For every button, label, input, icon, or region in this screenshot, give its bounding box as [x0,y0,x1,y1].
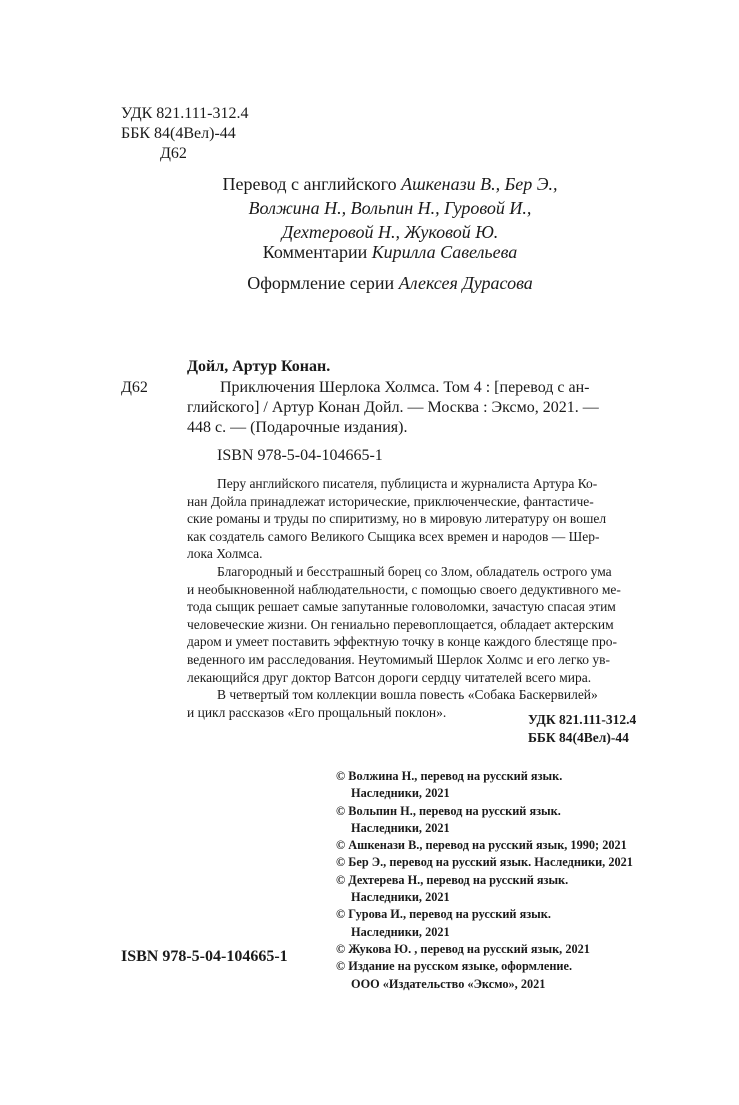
annotation-p2-line-7: лекающийся друг доктор Ватсон дороги сердцу читателей всего мира. [187,669,592,685]
translators-block [150,172,630,244]
catalog-line-1-text: Приключения Шерлока Холмса. Том 4 : [перевод с ан- [220,379,590,396]
copyright-line-cont: Наследники, 2021 [351,820,450,835]
annotation-p3-line-1: В четвертый том коллекции вошла повесть «Собака Баскервилей» [217,687,598,703]
udk-code-bottom: УДК 821.111-312.4 [528,712,637,727]
copyright-line: © Жукова Ю. , перевод на русский язык, 2021 [336,941,590,956]
translators-prefix: Перевод с английского [222,174,397,194]
annotation [187,475,661,721]
translators-names-1: Ашкенази В., Бер Э., [401,174,558,194]
copyright-block [336,768,633,993]
annotation-p2-line-6: веденного им расследования. Неутомимый Шерлок Холмс и его легко ув- [187,651,611,667]
isbn-bottom: ISBN 978-5-04-104665-1 [121,948,288,965]
catalog-author-sign: Д62 [121,379,148,396]
copyright-line: © Вольпин Н., перевод на русский язык. [336,803,561,818]
catalog-description-cont [187,398,661,438]
copyright-line: © Дехтерева Н., перевод на русский язык. [336,872,569,887]
copyright-line: © Бер Э., перевод на русский язык. Наследники, 2021 [336,855,633,870]
copyright-line: © Волжина Н., перевод на русский язык. [336,769,563,783]
design-prefix: Оформление серии [247,273,395,293]
design-name: Алексея Дурасова [398,273,533,293]
copyright-line-cont: Наследники, 2021 [351,924,450,939]
copyright-line-cont: Наследники, 2021 [351,890,450,905]
translators-line-2 [150,196,630,220]
annotation-p2-line-1: Благородный и бесстрашный борец со Злом, обладатель острого ума [217,563,612,579]
translators-names-3: Дехтеровой Н., Жуковой Ю. [281,222,499,242]
copyright-line: © Издание на русском языке, оформление. [336,959,573,974]
annotation-p1-line-1: Перу английского писателя, публициста и журналиста Артура Ко- [217,476,598,491]
catalog-author-heading: Дойл, Артур Конан. [187,358,331,375]
bbk-code-top: ББК 84(4Вел)-44 [121,125,236,142]
commentary-prefix: Комментарии [262,242,368,262]
annotation-p2-line-3: тода сыщик решает самые запутанные головоломки, зачастую спасая этим [187,599,616,615]
bbk-code-bottom: ББК 84(4Вел)-44 [528,730,629,745]
copyright-line-cont: ООО «Издательство «Эксмо», 2021 [351,976,546,991]
translators-line-1 [150,172,630,196]
annotation-p1-line-5: лока Холмса. [187,546,263,562]
annotation-p2-line-2: и необыкновенной наблюдательности, с помощью своего дедуктивного ме- [187,581,621,597]
annotation-p2-line-5: даром и умеет поставить эффектную точку в конце каждого блестяще про- [187,634,617,650]
copyright-line: © Гурова И., перевод на русский язык. [336,907,551,922]
udk-code-top: УДК 821.111-312.4 [121,105,249,122]
catalog-description [220,378,661,398]
commentary-line [150,240,630,264]
annotation-p3-line-2: и цикл рассказов «Его прощальный поклон». [187,704,447,720]
catalog-line-3: 448 с. — (Подарочные издания). [187,419,408,436]
catalog-isbn: ISBN 978-5-04-104665-1 [217,447,383,464]
author-sign-top: Д62 [160,145,187,162]
copyright-line: © Ашкенази В., перевод на русский язык, 1990; 2021 [336,838,627,853]
translators-names-2: Волжина Н., Вольпин Н., Гуровой И., [248,198,532,218]
catalog-line-1 [220,378,661,398]
design-line [150,271,630,295]
annotation-p1-line-4: как создатель самого Великого Сыщика всех времен и народов — Шер- [187,528,600,544]
copyright-line-cont: Наследники, 2021 [351,786,450,801]
catalog-line-2: глийского] / Артур Конан Дойл. — Москва : Эксмо, 2021. — [187,399,599,416]
annotation-p1-line-2: нан Дойла принадлежат исторические, приключенческие, фантастиче- [187,493,594,509]
annotation-p1-line-3: ские романы и труды по спиритизму, но в мировую литературу он вошел [187,511,607,527]
commentary-name: Кирилла Савельева [371,242,518,262]
annotation-p2-line-4: человеческие жизни. Он гениально перевоплощается, обладает актерским [187,616,614,632]
